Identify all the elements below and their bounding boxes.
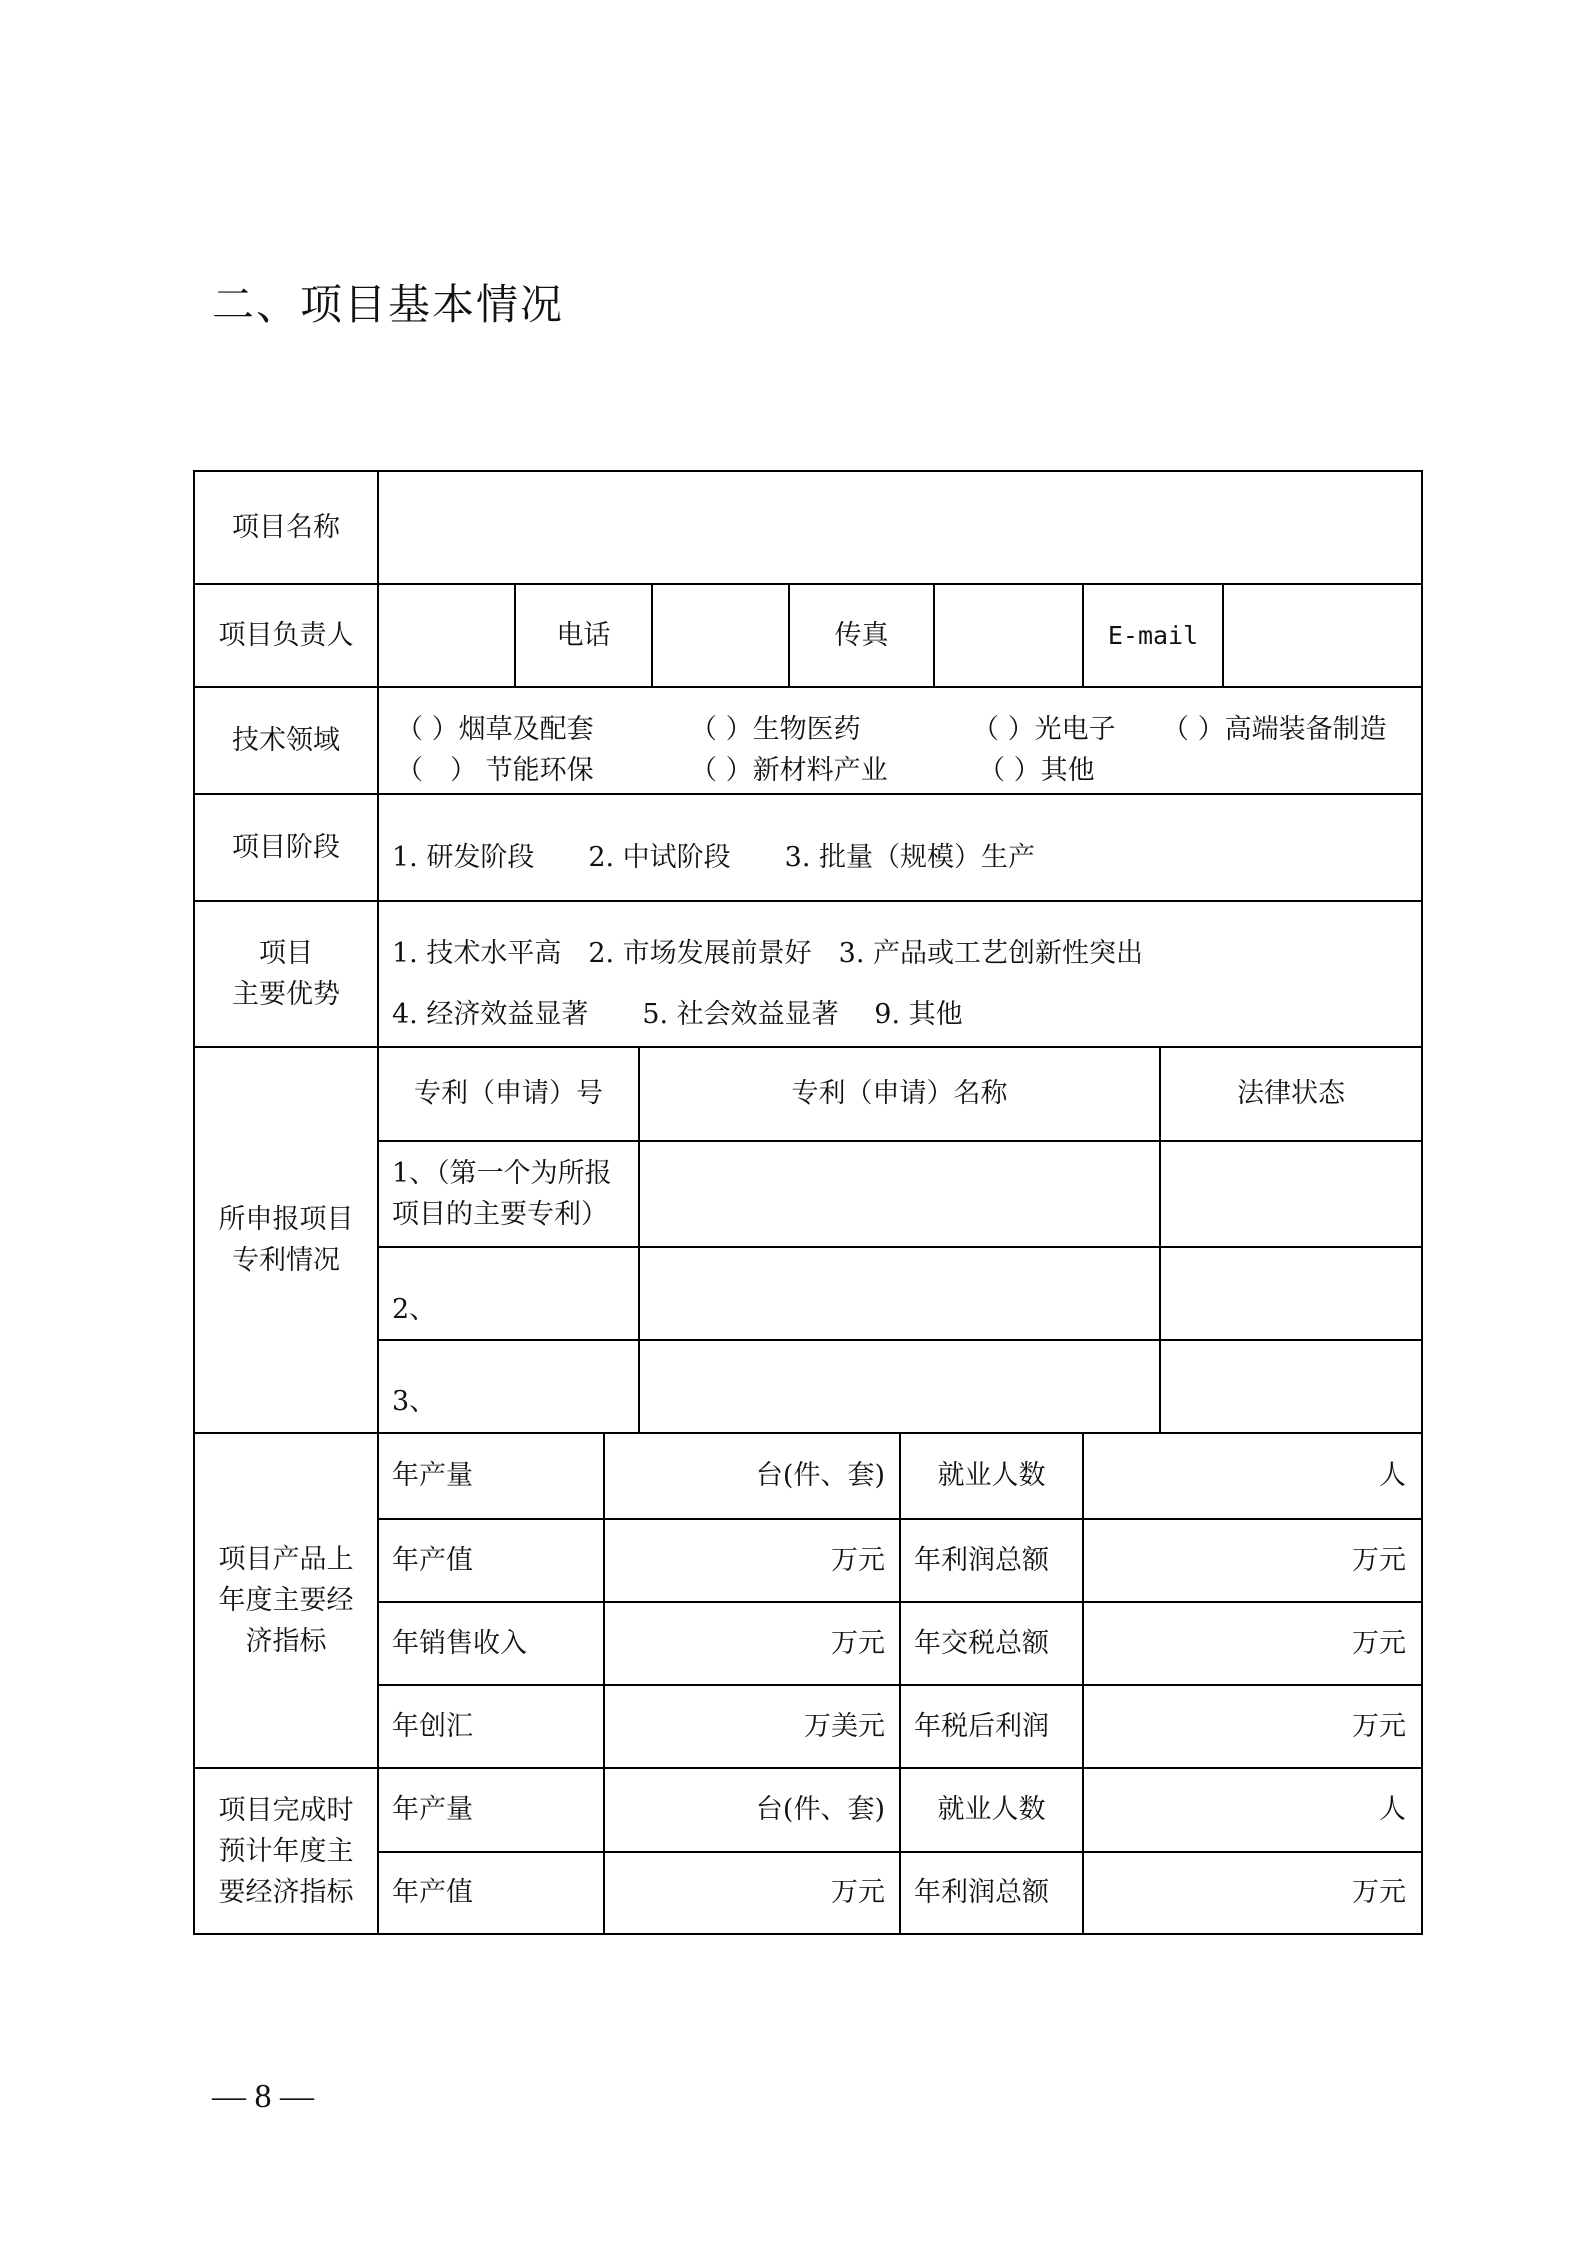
fax-field[interactable] [935, 585, 1082, 686]
total-tax-unit[interactable]: 万元 [1352, 1627, 1406, 1659]
patent-row-1-name[interactable] [640, 1142, 1159, 1246]
tech-option-tobacco[interactable]: （ ）烟草及配套 [396, 714, 594, 745]
main-advantage-label-line1: 项目 [259, 938, 313, 969]
last-year-indicators-label-line3: 济指标 [245, 1626, 327, 1657]
foreign-exchange-label: 年创汇 [392, 1710, 473, 1742]
page-number: — 8 — [212, 2078, 314, 2115]
patent-name-header: 专利（申请）名称 [791, 1078, 1008, 1109]
annual-output-label: 年产量 [392, 1460, 473, 1491]
total-tax-label: 年交税总额 [914, 1627, 1049, 1659]
patent-row-2-name[interactable] [640, 1248, 1159, 1339]
patent-section-label-line2: 专利情况 [232, 1245, 340, 1276]
main-advantage-options-line1[interactable]: 1. 技术水平高 2. 市场发展前景好 3. 产品或工艺创新性突出 [392, 938, 1144, 969]
email-label: E-mail [1107, 620, 1199, 650]
last-year-indicators-label-line1: 项目产品上 [218, 1544, 354, 1575]
fax-label: 传真 [834, 619, 889, 651]
foreign-exchange-unit[interactable]: 万美元 [804, 1710, 885, 1742]
project-name-field[interactable] [379, 472, 1421, 583]
section-title: 二、项目基本情况 [212, 280, 565, 329]
project-leader-label: 项目负责人 [218, 619, 354, 651]
patent-section-label [195, 1048, 377, 1432]
project-stage-label: 项目阶段 [232, 831, 340, 863]
patent-section-label-line1: 所申报项目 [218, 1204, 354, 1235]
main-advantage-label-line2: 主要优势 [232, 979, 340, 1010]
last-year-indicators-label-line2: 年度主要经 [218, 1585, 354, 1616]
patent-row-3-name[interactable] [640, 1341, 1159, 1432]
expected-total-profit-label: 年利润总额 [914, 1877, 1049, 1908]
annual-output-unit[interactable]: 台(件、套) [755, 1460, 885, 1491]
tech-option-other[interactable]: （ ）其他 [978, 755, 1095, 786]
expected-output-value-unit[interactable]: 万元 [831, 1877, 885, 1908]
completion-indicators-label-line3: 要经济指标 [218, 1876, 354, 1908]
patent-row-2-number[interactable]: 2、 [392, 1294, 437, 1325]
completion-indicators-label-line2: 预计年度主 [218, 1835, 354, 1867]
tech-option-energy-saving[interactable]: （ ） 节能环保 [396, 755, 594, 786]
expected-employment-label: 就业人数 [937, 1794, 1046, 1825]
last-year-indicators-label [195, 1434, 377, 1767]
tech-field-label: 技术领域 [232, 724, 340, 756]
completion-indicators-label [195, 1769, 377, 1933]
annual-output-value-label: 年产值 [392, 1544, 473, 1576]
main-advantage-options-line2[interactable]: 4. 经济效益显著 5. 社会效益显著 9. 其他 [392, 999, 963, 1030]
email-field[interactable] [1224, 585, 1421, 686]
tech-option-biomedicine[interactable]: （ ）生物医药 [690, 714, 861, 745]
table-border [1421, 470, 1423, 1935]
annual-sales-label: 年销售收入 [392, 1627, 527, 1659]
patent-row-1-number-line1: 1、（第一个为所报 [392, 1158, 612, 1189]
legal-status-header: 法律状态 [1237, 1078, 1345, 1109]
patent-row-1-number-line2: 项目的主要专利） [392, 1199, 608, 1230]
annual-output-value-unit[interactable]: 万元 [831, 1544, 885, 1576]
tech-option-new-materials[interactable]: （ ）新材料产业 [690, 755, 888, 786]
completion-indicators-label-line1: 项目完成时 [218, 1794, 354, 1826]
patent-row-1-number[interactable] [392, 1142, 638, 1246]
phone-field[interactable] [653, 585, 788, 686]
patent-row-2-status[interactable] [1161, 1248, 1421, 1339]
tech-option-optoelectronics[interactable]: （ ）光电子 [972, 714, 1116, 745]
project-leader-field[interactable] [379, 585, 514, 686]
expected-employment-unit[interactable]: 人 [1379, 1794, 1406, 1825]
expected-output-unit[interactable]: 台(件、套) [755, 1794, 885, 1825]
main-advantage-label [195, 902, 377, 1046]
expected-output-label: 年产量 [392, 1794, 473, 1825]
after-tax-profit-unit[interactable]: 万元 [1352, 1710, 1406, 1742]
phone-label: 电话 [556, 619, 611, 651]
patent-number-header: 专利（申请）号 [414, 1078, 603, 1109]
after-tax-profit-label: 年税后利润 [914, 1710, 1049, 1742]
total-profit-unit[interactable]: 万元 [1352, 1544, 1406, 1576]
column-divider [377, 470, 379, 1935]
annual-sales-unit[interactable]: 万元 [831, 1627, 885, 1659]
tech-option-high-end-equipment[interactable]: （ ）高端装备制造 [1162, 714, 1387, 745]
expected-total-profit-unit[interactable]: 万元 [1352, 1877, 1406, 1908]
patent-row-3-status[interactable] [1161, 1341, 1421, 1432]
employment-unit[interactable]: 人 [1379, 1460, 1406, 1491]
employment-label: 就业人数 [937, 1460, 1046, 1491]
project-name-label: 项目名称 [232, 511, 340, 543]
project-stage-options[interactable]: 1. 研发阶段 2. 中试阶段 3. 批量（规模）生产 [392, 842, 1036, 873]
total-profit-label: 年利润总额 [914, 1544, 1049, 1576]
expected-output-value-label: 年产值 [392, 1877, 473, 1908]
patent-row-1-status[interactable] [1161, 1142, 1421, 1246]
patent-row-3-number[interactable]: 3、 [392, 1386, 437, 1417]
